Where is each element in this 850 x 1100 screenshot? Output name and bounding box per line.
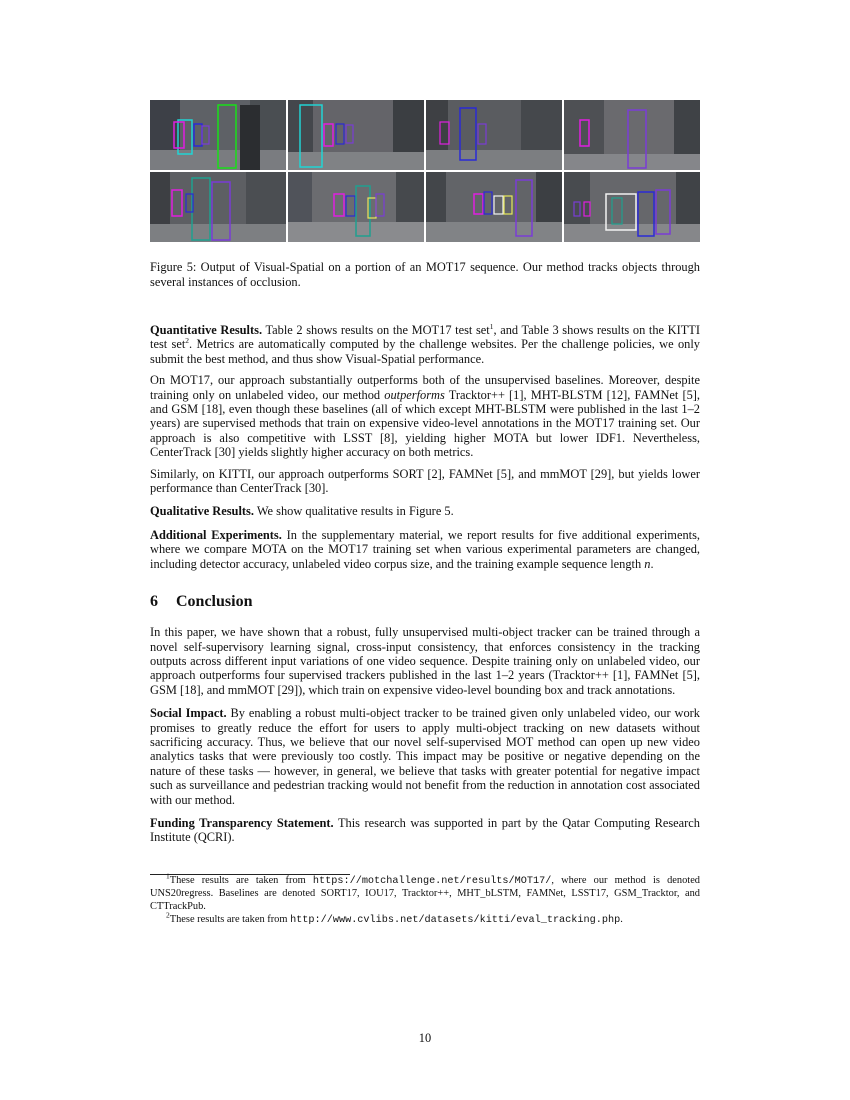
quantitative-text-3: . Metrics are automatically computed by the challenge websites. Per the challenge policies, we only submit the best method, and thus show Visual-Spatial performance. (150, 337, 700, 366)
figure-frame-3 (426, 100, 562, 170)
social-impact-heading: Social Impact. (150, 706, 227, 721)
qualitative-results-paragraph (150, 504, 700, 518)
frame-1-image (150, 100, 286, 170)
figure-frame-1 (150, 100, 286, 170)
quantitative-text-2: , and Table 3 shows results on the KITTI test set (150, 323, 700, 352)
figure-frame-2 (288, 100, 424, 170)
section-heading-conclusion (150, 592, 700, 612)
section-title: Conclusion (176, 593, 253, 611)
social-impact-paragraph (150, 706, 700, 807)
additional-experiments-paragraph (150, 528, 700, 571)
funding-paragraph (150, 816, 700, 845)
footnote-2-text-2: . (620, 913, 623, 925)
figure-frame-5 (150, 172, 286, 242)
qualitative-results-heading: Qualitative Results. (150, 504, 254, 519)
quantitative-results-heading: Quantitative Results. (150, 323, 263, 337)
figure-frame-8 (564, 172, 700, 242)
footnote-1-mark: 1 (166, 871, 170, 881)
footnote-1-text-1: These results are taken from (169, 874, 313, 886)
footnote-2 (150, 910, 700, 928)
additional-text-1: In the supplementary material, we report results for five additional experiments, where we compare MOTA on the MOT17 training set when various experimental parameters are changed, including detector accuracy, unlabeled video corpus size, and the training example sequence length (150, 527, 700, 571)
frame-3-image (426, 100, 562, 170)
qualitative-text: We show qualitative results in Figure 5. (253, 504, 454, 519)
additional-experiments-heading: Additional Experiments. (150, 527, 282, 542)
figure-frame-4 (564, 100, 700, 170)
page-body (150, 100, 700, 927)
page-number: 10 (418, 1031, 432, 1045)
frame-7-image (426, 172, 562, 242)
mot17-paragraph (150, 373, 700, 459)
quantitative-results-paragraph (150, 323, 700, 366)
sequence-length-variable: n (644, 556, 651, 571)
footnote-1 (150, 871, 700, 914)
figure-frame-7 (426, 172, 562, 242)
frame-5-image (150, 172, 286, 242)
mot17-text-2: Tracktor++ [1], MHT-BLSTM [12], FAMNet [5], and GSM [18], even though these baselines (all of which except MHT-BLSTM were published in the last 1–2 years) are supervised methods that train on expensive video-level annotations in the MOT17 training set. Our approach is also competitive with LSST [8], yielding higher MOTA but lower IDF1. Nevertheless, CenterTrack [30] yields slightly higher accuracy on both metrics. (150, 387, 700, 460)
footnote-2-mark: 2 (166, 910, 170, 920)
conclusion-paragraph: In this paper, we have shown that a robust, fully unsupervised multi-object tracker can be trained through a novel self-supervisory learning signal, cross-input consistency, that enforces consistency in the tracking outputs across different input variations of one video sequence. Despite training only on unlabeled video, our approach outperforms four supervised trackers published in the last 1–2 years (Tracktor++ [1], FAMNet [5], GSM [18], and mmMOT [29]), which train on expensive video-level bounding box and track annotations. (150, 625, 700, 697)
figure-5-grid (150, 100, 700, 242)
frame-8-image (564, 172, 700, 242)
kitti-paragraph: Similarly, on KITTI, our approach outperforms SORT [2], FAMNet [5], and mmMOT [29], but yields lower performance than CenterTrack [30]. (150, 466, 700, 496)
footnote-2-text-1: These results are taken from (169, 913, 291, 925)
figure-caption: Figure 5: Output of Visual-Spatial on a portion of an MOT17 sequence. Our method tracks objects through several instances of occlusion. (150, 260, 700, 289)
quantitative-text-1: Table 2 shows results on the MOT17 test set (262, 323, 490, 337)
additional-text-2: . (650, 556, 654, 571)
figure-frame-6 (288, 172, 424, 242)
frame-2-image (288, 100, 424, 170)
frame-6-image (288, 172, 424, 242)
footnote-ref-1[interactable]: 1 (489, 321, 494, 331)
section-number: 6 (150, 593, 158, 611)
frame-4-image (564, 100, 700, 170)
footnote-2-url[interactable]: http://www.cvlibs.net/datasets/kitti/eval_tracking.php (290, 914, 621, 926)
mot17-text-1: On MOT17, our approach substantially outperforms both of the unsupervised baselines. Moreover, despite training only on unlabeled video, our method (150, 373, 700, 402)
funding-heading: Funding Transparency Statement. (150, 815, 334, 830)
social-impact-text: By enabling a robust multi-object tracker to be trained given only unlabeled video, our work promises to greatly reduce the effort for users to apply multi-object tracking on new datasets without sacrificing accuracy. Thus, we believe that our novel self-supervised MOT method can open up new video analytics tasks that were previously too costly. This impact may be positive or negative depending on the nature of these tasks — however, in general, we believe that tasks with greater potential for negative impact such as surveillance and pedestrian tracking would not benefit from the reduction in annotation cost associated with our method. (150, 706, 700, 807)
footnote-1-text-2: , where our method is denoted UNS20regress. Baselines are denoted SORT17, IOU17, Tracktor++, MHT_bLSTM, FAMNet, LSST17, GSM_Tracktor, and CTTrackPub. (150, 874, 700, 912)
funding-text: This research was supported in part by the Qatar Computing Research Institute (QCRI). (150, 815, 700, 845)
footnote-1-url[interactable]: https://motchallenge.net/results/MOT17/ (312, 875, 552, 887)
mot17-emphasis: outperforms (384, 387, 445, 402)
footnote-ref-2[interactable]: 2 (185, 336, 190, 346)
